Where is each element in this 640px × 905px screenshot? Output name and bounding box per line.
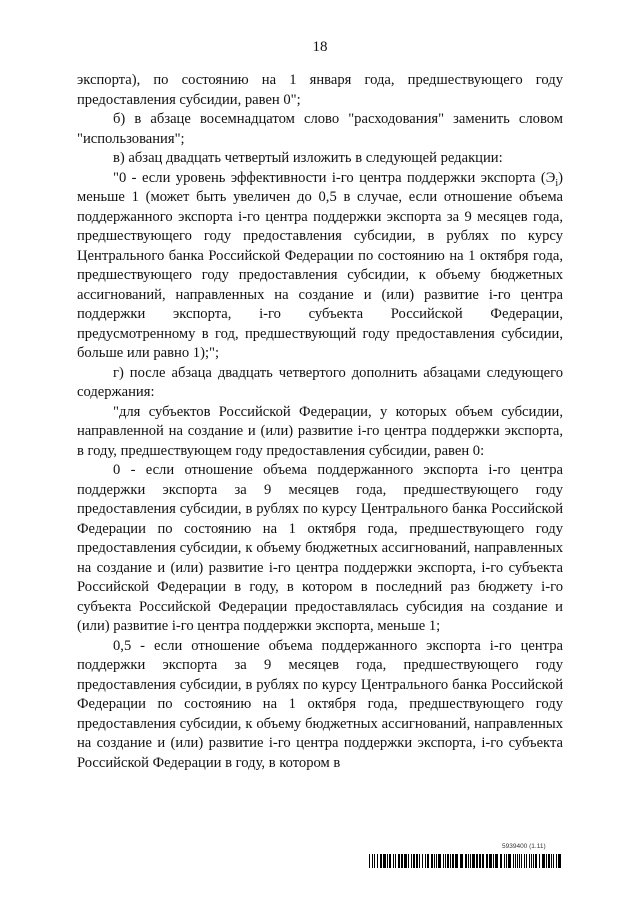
paragraph-6: "для субъектов Российской Федерации, у которых объем субсидии, направленной на создание и (или) развитие i-го центра поддержки экспорта, в году, предшествующем году предоставления субсидии, равен 0: <box>77 403 563 459</box>
paragraph-8: 0,5 - если отношение объема поддержанного экспорта i-го центра поддержки экспорта за 9 месяцев года, предшествующего году предоставления субсидии, в рублях по курсу Центрального банка Российской Федерации по состоянию на 1 октября года, предшествующего году предоставления субсидии, к объему бюджетных ассигнований, направленных на создание и (или) развитие i-го центра поддержки экспорта, i-го субъекта Российской Федерации в году, в котором в <box>77 637 563 771</box>
subscript-i: i <box>555 177 559 189</box>
paragraph-3: в) абзац двадцать четвертый изложить в следующей редакции: <box>113 150 503 166</box>
paragraph-5: г) после абзаца двадцать четвертого дополнить абзацами следующего содержания: <box>77 364 563 400</box>
document-code: 5939400 (1.11) <box>502 843 546 850</box>
document-body <box>77 71 563 773</box>
paragraph-4: "0 - если уровень эффективности i-го центра поддержки экспорта $(Э_i)$ меньше 1 (может быть увеличен до 0,5 в случае, если отношение объема поддержанного экспорта i-го центра поддержки экспорта за 9 месяцев года, предшествующего году предоставления субсидии, в рублях по курсу Центрального банка Российской Федерации по состоянию на 1 октября года, предшествующего году предоставления субсидии, к объему бюджетных ассигнований, направленных на создание и (или) развитие i-го центра поддержки экспорта, i-го субъекта Российской Федерации, предусмотренному в год, предшествующий году предоставления субсидии, больше или равно 1);"; <box>77 169 563 361</box>
paragraph-7: 0 - если отношение объема поддержанного экспорта i-го центра поддержки экспорта за 9 месяцев года, предшествующего году предоставления субсидии, в рублях по курсу Центрального банка Российской Федерации по состоянию на 1 октября года, предшествующего году предоставления субсидии, к объему бюджетных ассигнований, направленных на создание и (или) развитие i-го центра поддержки экспорта, i-го субъекта Российской Федерации в году, в котором в последний раз бюджету i-го субъекта Российской Федерации предоставлялась субсидия на создание и (или) развитие i-го центра поддержки экспорта, меньше 1; <box>77 462 563 634</box>
paragraph-2: б) в абзаце восемнадцатом слово "расходования" заменить словом "использования"; <box>77 111 563 147</box>
paragraph-1: экспорта), по состоянию на 1 января года, предшествующего году предоставления субсидии, равен 0"; <box>77 72 563 108</box>
barcode-icon <box>369 854 563 868</box>
page-number: 18 <box>312 39 328 55</box>
